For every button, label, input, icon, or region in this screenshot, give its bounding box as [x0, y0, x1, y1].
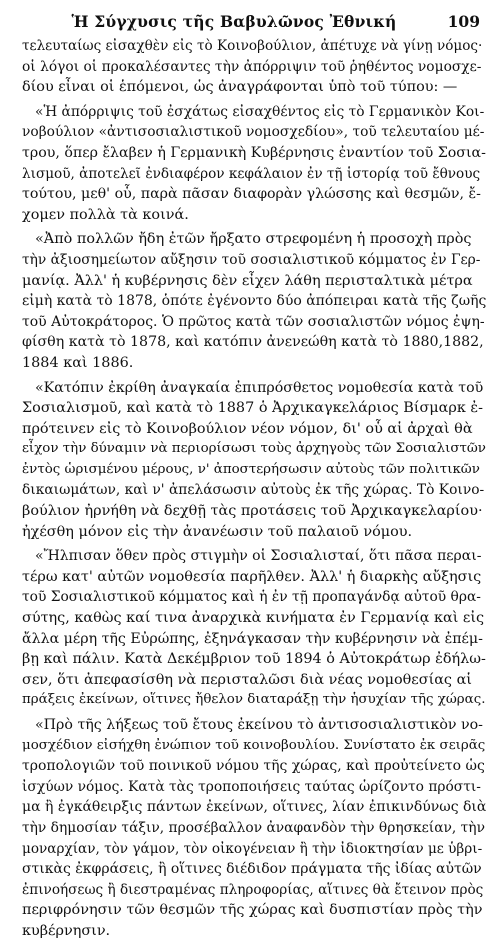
- paragraph: [22, 102, 486, 226]
- text-line: ἐντὸς ὡρισμένου μέρους, ν' ἀποστερήσωσιν αὐτοὺς τῶν πολιτικῶν: [22, 461, 480, 477]
- body-text: [22, 36, 486, 942]
- text-line: Σοσιαλισμοῦ, καὶ κατὰ τὸ 1887 ὁ Ἀρχικαγκελάριος Βίσμαρκ ἐ-: [22, 400, 483, 417]
- text-line: τρου, ὅπερ ἔλαβεν ἡ Γερμανικὴ Κυβέρνησις ἐναντίον τοῦ Σοσια-: [22, 144, 486, 161]
- text-line: βούλιον ἠρνήθη νὰ δεχθῇ τὰς προτάσεις τοῦ Ἀρχικαγκελαρίου·: [22, 503, 483, 520]
- text-line: νοβούλιον «ἀντισοσιαλιστικοῦ νομοσχεδίου», τοῦ τελευταίου μέ-: [22, 124, 485, 141]
- text-line: ἄλλα μέρη τῆς Εὐρώπης, ἐξηνάγκασαν τὴν κυβέρνησιν νὰ ἐπέμ-: [22, 630, 483, 647]
- text-line: 1884 καὶ 1886.: [22, 354, 134, 371]
- paragraph: [22, 229, 486, 373]
- text-line: κυβέρνησιν.: [22, 922, 111, 939]
- running-title: Ἡ Σύγχυσις τῆς Βαβυλῶνος Ἐθνική: [71, 12, 397, 31]
- text-line: πρότεινεν εἰς τὸ Κοινοβούλιον νέον νόμον, δι' οὗ αἱ ἀρχαὶ θὰ: [22, 420, 473, 437]
- text-line: τέρω κατ' αὐτῶν νομοθεσία παρῆλθεν. Ἀλλ' ἡ διαρκὴς αὔξησις: [22, 568, 482, 585]
- text-line: τοῦ Σοσιαλιστικοῦ κόμματος καὶ ἡ ἐν τῇ προπαγάνδᾳ αὐτοῦ θρα-: [22, 589, 481, 606]
- text-line: στικὰς ἐκφράσεις, ἢ οἵτινες διέδιδον πράγματα τῆς ἰδίας αὐτῶν: [22, 861, 482, 878]
- text-line: τοῦ Αὐτοκράτορος. Ὁ πρῶτος κατὰ τῶν σοσιαλιστῶν νόμος ἐψη-: [22, 313, 485, 330]
- text-line: «Ἡ ἀπόρριψις τοῦ ἐσχάτως εἰσαχθέντος εἰς τὸ Γερμανικὸν Κοι-: [35, 103, 485, 120]
- text-line: μοσχέδιον εἰσήχθη ἐνώπιον τοῦ κοινοβουλίου. Συνίστατο ἐκ σειρᾶς: [22, 737, 486, 753]
- text-line: λισμοῦ, ἀποτελεῖ ἐνδιαφέρον κεφάλαιον ἐν τῇ ἱστορίᾳ τοῦ ἔθνους: [22, 165, 481, 182]
- text-line: τελευταίως εἰσαχθὲν εἰς τὸ Κοινοβούλιον, ἀπέτυχε νὰ γίνῃ νόμος·: [22, 38, 483, 54]
- text-line: «Κατόπιν ἐκρίθη ἀναγκαία ἐπιπρόσθετος νομοθεσία κατὰ τοῦ: [35, 379, 484, 396]
- text-line: «Πρὸ τῆς λήξεως τοῦ ἔτους ἐκείνου τὸ ἀντισοσιαλιστικὸν νο-: [35, 717, 483, 733]
- text-line: τροπολογιῶν τοῦ ποινικοῦ νόμου τῆς χώρας, καὶ προὐτείνετο ὡς: [22, 758, 485, 775]
- text-line: τὴν ἀξιοσημείωτον αὔξησιν τοῦ σοσιαλιστικοῦ κόμματος ἐν Γερ-: [22, 251, 481, 268]
- text-line: μανίᾳ. Ἀλλ' ἡ κυβέρνησις δὲν εἶχεν λάθη περισταλτικὰ μέτρα: [22, 272, 473, 289]
- text-line: σύτης, καθὼς καί τινα ἀναρχικὰ κινήματα ἐν Γερμανίᾳ καὶ εἰς: [22, 610, 485, 627]
- text-line: «Ἤλπισαν ὅθεν πρὸς στιγμὴν οἱ Σοσιαλισταί, ὅτι πᾶσα περαι-: [35, 548, 482, 565]
- running-header: [22, 6, 486, 36]
- text-line: «Ἀπὸ πολλῶν ἤδη ἐτῶν ἤρξατο στρεφομένη ἡ προσοχὴ πρὸς: [35, 231, 472, 248]
- text-line: τούτου, μεθ' οὗ, παρὰ πᾶσαν διαφορὰν γλώσσης καὶ θεσμῶν, ἔ-: [22, 186, 481, 203]
- text-line: τὴν δημοσίαν τάξιν, προσέβαλλον ἀναφανδὸν τὴν θρησκείαν, τὴν: [22, 819, 485, 836]
- text-line: βῃ καὶ πάλιν. Κατὰ Δεκέμβριον τοῦ 1894 ὁ Αὐτοκράτωρ ἐδήλω-: [22, 651, 486, 668]
- text-line: φίσθη κατὰ τὸ 1878, καὶ κατόπιν ἀνενεώθη κατὰ τὸ 1880,1882,: [22, 334, 484, 351]
- text-line: ἐπινοήσεως ἢ διεστραμένας πληροφορίας, αἵτινες θὰ ἔτεινον πρὸς: [22, 881, 484, 898]
- text-line: ἠχέσθη μόνον εἰς τὴν ἀνανέωσιν τοῦ παλαιοῦ νόμου.: [22, 523, 413, 540]
- paragraph: [22, 546, 486, 711]
- paragraph: [22, 36, 486, 98]
- text-line: μα ἢ ἐγκάθειρξις πάντων ἐκείνων, οἵτινες, λίαν ἐπικινδύνως διὰ: [22, 799, 487, 816]
- text-line: περιφρόνησιν τῶν θεσμῶν τῆς χώρας καὶ δυσπιστίαν πρὸς τὴν: [22, 902, 483, 919]
- text-line: σεν, ὅτι ἀπεφασίσθη νὰ περισταλῶσι διὰ νέας νομοθεσίας αἱ: [22, 671, 472, 688]
- text-line: δικαιωμάτων, καὶ ν' ἀπελάσωσιν αὐτοὺς ἐκ τῆς χώρας. Τὸ Κοινο-: [22, 482, 485, 499]
- text-line: ἰσχύων νόμος. Κατὰ τὰς τροποποιήσεις ταύτας ὡρίζοντο πρόστι-: [22, 778, 481, 795]
- paragraph: [22, 715, 486, 942]
- paragraph: [22, 378, 486, 543]
- text-line: οἱ λόγοι οἱ προκαλέσαντες τὴν ἀπόρριψιν τοῦ ῥηθέντος νομοσχε-: [22, 58, 482, 75]
- text-line: εἶχον τὴν δύναμιν νὰ περιορίσωσι τοὺς ἀρχηγοὺς τῶν Σοσιαλιστῶν: [22, 441, 486, 457]
- page-number: 109: [447, 12, 480, 31]
- text-line: πράξεις ἐκείνων, οἵτινες ἤθελον διαταράξῃ τὴν ἡσυχίαν τῆς χώρας.: [22, 692, 486, 708]
- text-line: εἰμὴ κατὰ τὸ 1878, ὁπότε ἐγένοντο δύο ἀπόπειραι κατὰ τῆς ζωῆς: [22, 293, 487, 310]
- text-line: μοναρχίαν, τὸν γάμον, τὸν οἰκογένειαν ἢ τὴν ἰδιοκτησίαν με ὑβρι-: [22, 840, 483, 857]
- text-line: δίου εἶναι οἱ ἑπόμενοι, ὡς ἀναγράφονται ὑπὸ τοῦ τύπου: —: [22, 79, 458, 96]
- text-line: χομεν πολλὰ τὰ κοινά.: [22, 206, 189, 223]
